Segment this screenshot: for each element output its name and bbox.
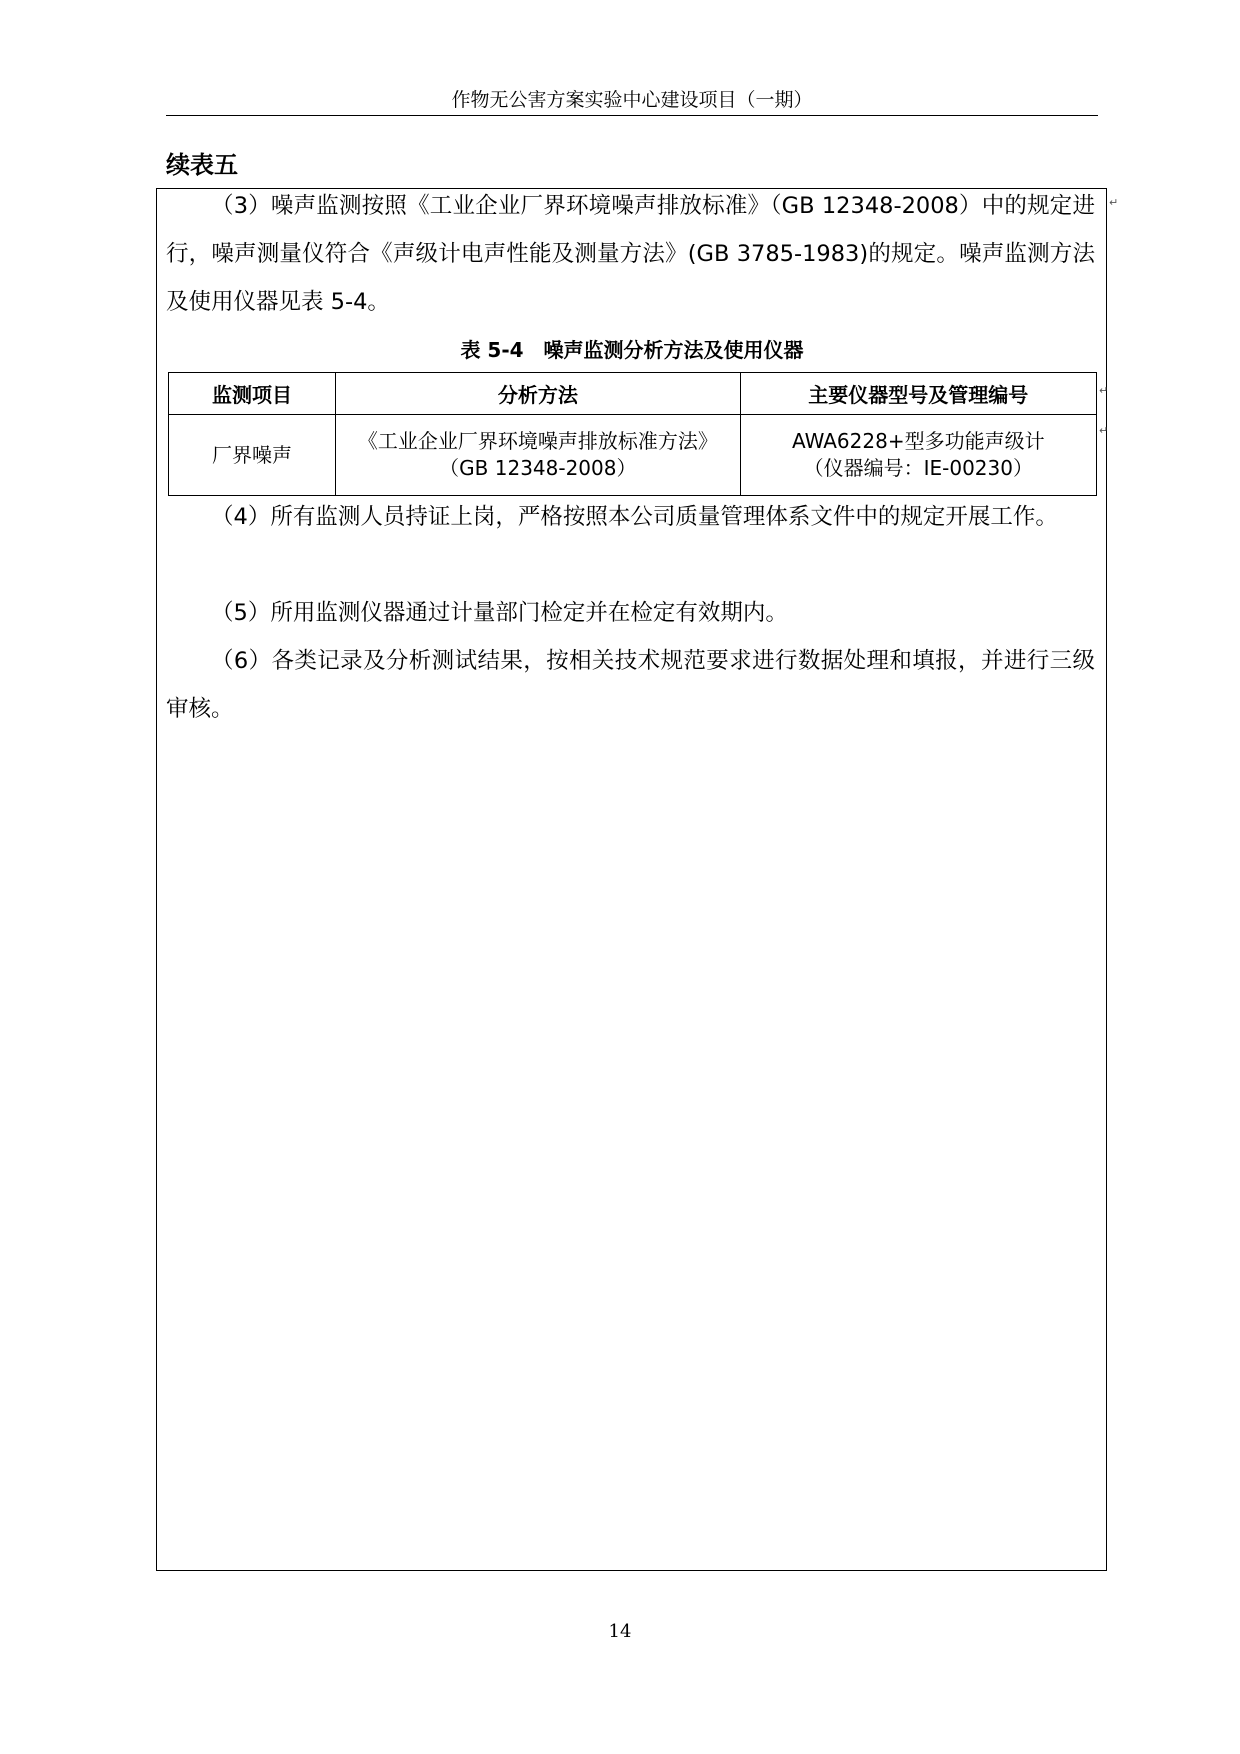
- paragraph-5: （5）所用监测仪器通过计量部门检定并在检定有效期内。: [211, 600, 788, 626]
- page-number: 14: [608, 1621, 632, 1642]
- noise-monitoring-table: [168, 372, 1097, 496]
- paragraph-mark-icon: ↵: [1099, 424, 1109, 437]
- table-row: [169, 415, 1097, 496]
- running-header: 作物无公害方案实验中心建设项目（一期）: [451, 89, 813, 111]
- cell-instrument: [740, 415, 1096, 496]
- header-instrument-model: 主要仪器型号及管理编号: [740, 373, 1096, 415]
- paragraph-4: （4）所有监测人员持证上岗，严格按照本公司质量管理体系文件中的规定开展工作。: [211, 504, 1058, 530]
- method-line-1: 《工业企业厂界环境噪声排放标准方法》: [357, 429, 718, 453]
- section-title: 续表五: [166, 151, 238, 179]
- header-analysis-method: 分析方法: [336, 373, 741, 415]
- instrument-line-1: AWA6228+型多功能声级计: [791, 429, 1045, 453]
- paragraph-mark-icon: ↵: [1099, 384, 1109, 397]
- table-caption: 表 5-4 噪声监测分析方法及使用仪器: [460, 338, 804, 362]
- method-line-2: （GB 12348-2008）: [439, 456, 637, 480]
- header-rule: [166, 115, 1098, 116]
- paragraph-3: （3）噪声监测按照《工业企业厂界环境噪声排放标准》（GB 12348-2008）中的规定进行，噪声测量仪符合《声级计电声性能及测量方法》(GB 3785-1983)的规定。噪声监测方法及使用仪器见表 5-4。: [166, 193, 1095, 315]
- header-monitoring-item: 监测项目: [169, 373, 336, 415]
- cell-monitoring-item: 厂界噪声: [169, 415, 336, 496]
- paragraph-mark-icon: ↵: [1109, 196, 1119, 209]
- paragraph-6: （6）各类记录及分析测试结果，按相关技术规范要求进行数据处理和填报，并进行三级审核。: [166, 648, 1095, 722]
- cell-analysis-method: [336, 415, 741, 496]
- table-header-row: [169, 373, 1097, 415]
- instrument-line-2: （仪器编号：IE-00230）: [803, 456, 1033, 480]
